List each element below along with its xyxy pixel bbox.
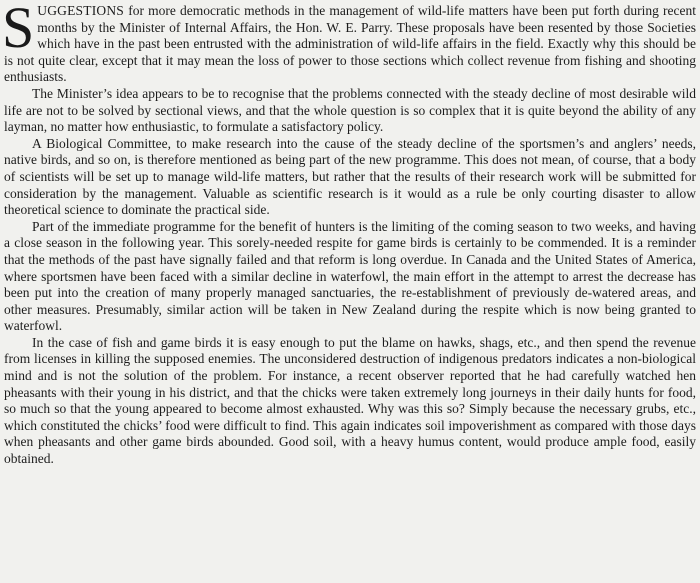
paragraph-1 xyxy=(2,0,696,86)
paragraph-2: The Minister’s idea appears to be to recognise that the problems connected with the steady decline of most desirable wild life are not to be solved by sectional views, and that the whole question is so complex that it is quite beyond the ability of any layman, no matter how enthusiastic, to formulate a satisfactory policy. xyxy=(4,85,696,135)
paragraph-1-text: for more democratic methods in the management of wild-life matters have been put forth during recent months by the Minister of Internal Affairs, the Hon. W. E. Parry. These proposals have been resented by those Societies which have in the past been entrusted with the administration of wild-life affairs in the field. Exactly why this should be is not quite clear, except that it may mean the loss of power to those sections which collect revenue from fishing and shooting enthusiasts. xyxy=(4,3,696,85)
paragraph-3: A Biological Committee, to make research into the cause of the steady decline of the sportsmen’s and anglers’ needs, native birds, and so on, is therefore mentioned as being part of the new programme. This does not mean, of course, that a body of scientists will be set up to manage wild-life matters, but rather that the results of their research work will be submitted for consideration by the management. Valuable as scientific research is it would as a rule be only courting disaster to allow theoretical science to dominate the practical side. xyxy=(4,135,696,218)
lead-word-small-caps: UGGESTIONS xyxy=(37,3,125,18)
paragraph-5: In the case of fish and game birds it is easy enough to put the blame on hawks, shags, etc., and then spend the revenue from licenses in killing the supposed enemies. The unconsidered destruction of indigenous predators indicates a non-biological mind and is not the solution of the problem. For instance, a recent observer reported that he had carefully watched hen pheasants with their young in his district, and that the chicks were taken extremely long journeys in their daily hunts for food, so much so that the young appeared to become almost exhausted. Why was this so? Simply because the necessary grubs, etc., which constituted the chicks’ food were difficult to find. This again indicates soil impoverishment as compared with those days when pheasants and other game birds abounded. Good soil, with a heavy humus content, would produce ample food, easily obtained. xyxy=(4,334,696,467)
drop-cap-letter: S xyxy=(2,0,35,60)
paragraph-4: Part of the immediate programme for the benefit of hunters is the limiting of the coming season to two weeks, and having a close season in the following year. This sorely-needed respite for game birds is certainly to be commended. It is a reminder that the methods of the past have signally failed and that reform is long overdue. In Canada and the United States of America, where sportsmen have been faced with a similar decline in waterfowl, the main effort in the attempt to arrest the decrease has been put into the creation of many properly managed sanctuaries, the re-establishment of previously de-watered areas, and other measures. Presumably, similar action will be taken in New Zealand during the respite which is now being granted to waterfowl. xyxy=(4,218,696,334)
article-body xyxy=(2,0,696,468)
